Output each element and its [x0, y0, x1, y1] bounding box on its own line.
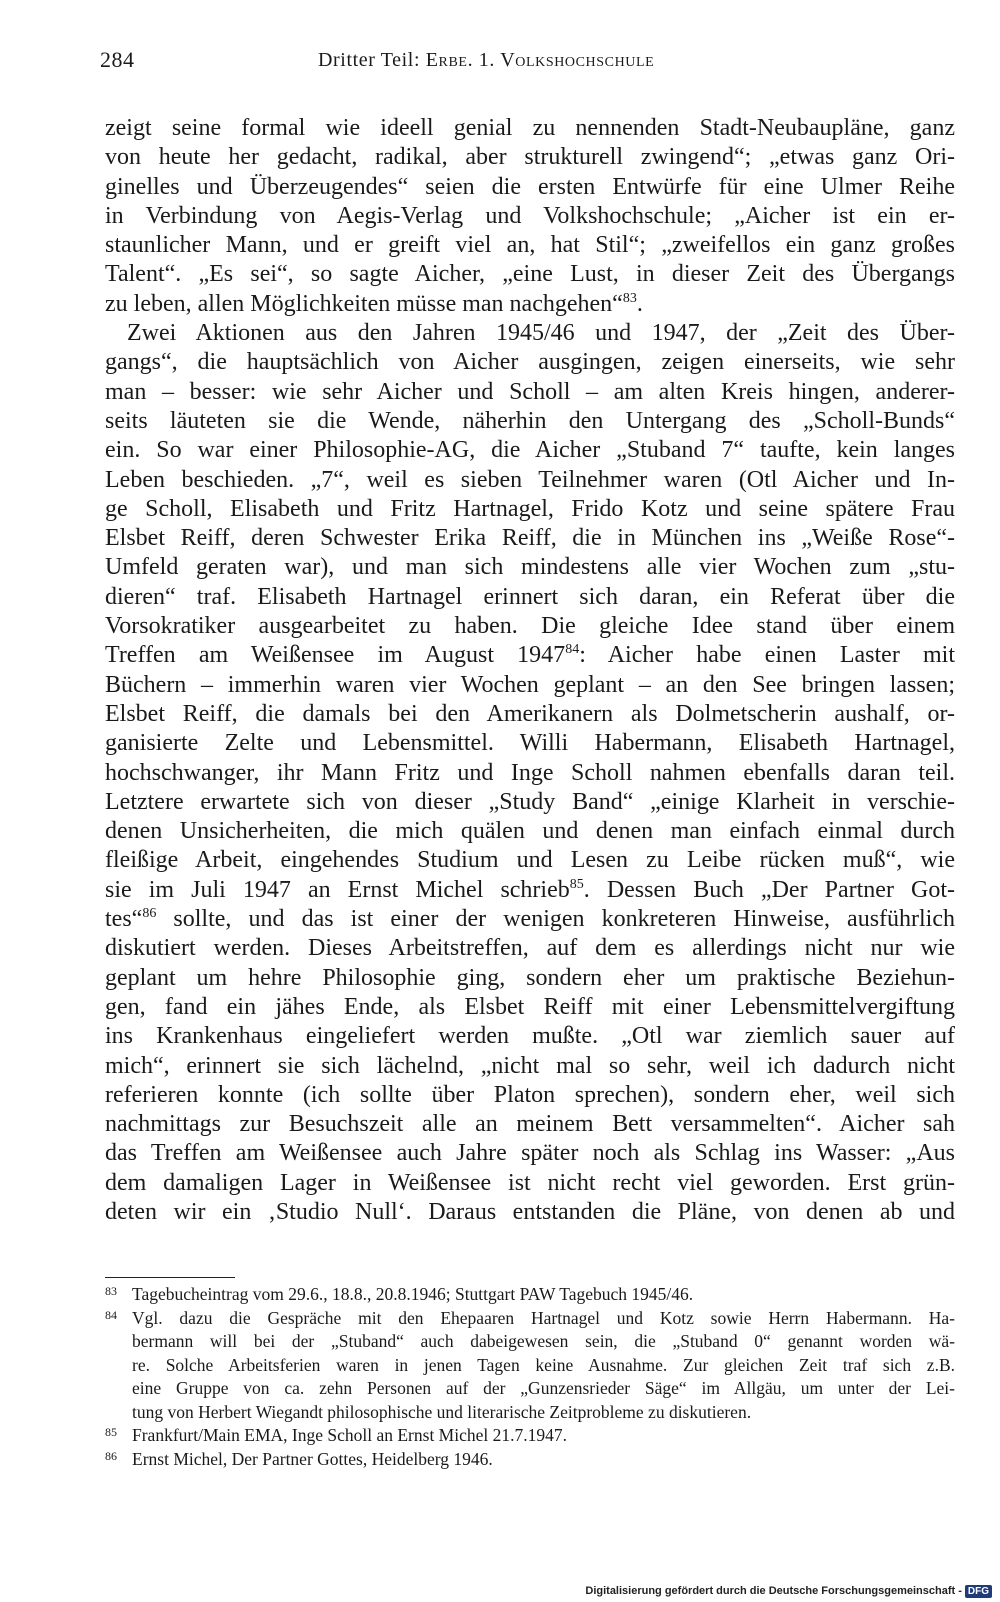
text-line: denen Unsicherheiten, die mich quälen und denen man einfach einmal durch: [105, 818, 955, 845]
text-line: zeigt seine formal wie ideell genial zu nennenden Stadt-Neubaupläne, ganz: [105, 115, 955, 141]
text-line: Büchern – immerhin waren vier Wochen geplant – an den See bringen lassen;: [105, 671, 955, 698]
footnote-number: 84: [105, 1307, 117, 1322]
footnote-83: [105, 1283, 955, 1307]
footnote-ref: 83: [622, 290, 637, 306]
running-head: [318, 49, 654, 72]
text-line: ein. So war einer Philosophie-AG, die Aicher „Stuband 7“ taufte, kein langes: [105, 437, 955, 464]
footnote-ref: 84: [565, 642, 580, 658]
footnote-84-continued: bermann will bei der „Stuband“ auch dabeigewesen sein, die „Stuband 0“ genannt worden wä-: [132, 1331, 955, 1351]
text-segment: zu leben, allen Möglichkeiten müsse man nachgehen“: [105, 290, 623, 317]
footnote-number: 85: [105, 1425, 117, 1439]
text-segment: : Aicher habe einen Laster mit: [579, 642, 955, 669]
text-line: geplant um hehre Philosophie ging, sondern eher um praktische Beziehun-: [105, 964, 955, 991]
text-line: [105, 641, 955, 670]
text-line: Vorsokratiker ausgearbeitet zu haben. Die gleiche Idee stand über einem: [105, 613, 955, 640]
footnote-text: Frankfurt/Main EMA, Inge Scholl an Ernst Michel 21.7.1947.: [132, 1425, 568, 1445]
footnote-number: 86: [105, 1448, 117, 1463]
text-line: Leben beschieden. „7“, weil es sieben Teilnehmer waren (Otl Aicher und In-: [105, 466, 955, 493]
footnote-84-continued: eine Gruppe von ca. zehn Personen auf der „Gunzensrieder Säge“ im Allgäu, um unter der Lei-: [132, 1378, 955, 1398]
text-line: man – besser: wie sehr Aicher und Scholl – am alten Kreis hingen, anderer-: [105, 378, 955, 405]
text-line: in Verbindung von Aegis-Verlag und Volkshochschule; „Aicher ist ein er-: [105, 202, 955, 229]
footnotes: [105, 1283, 955, 1471]
text-line: Elsbet Reiff, deren Schwester Erika Reiff, die in München ins „Weiße Rose“-: [105, 525, 955, 552]
text-line: von heute her gedacht, radikal, aber strukturell zwingend“; „etwas ganz Ori-: [105, 144, 955, 171]
text-line: nachmittags zur Besuchszeit alle an meinem Bett versammelten“. Aicher sah: [105, 1111, 955, 1138]
footnote-ref: 86: [142, 906, 157, 922]
text-line: [105, 905, 955, 934]
text-line: ins Krankenhaus eingeliefert werden mußte. „Otl war ziemlich sauer auf: [105, 1023, 955, 1050]
text-line: seits läuteten sie die Wende, näherhin den Untergang des „Scholl-Bunds“: [105, 407, 955, 434]
footnote-84-continued: re. Solche Arbeitsferien waren in jenen Tagen keine Ausnahme. Zur gleichen Zeit traf sich z.B.: [132, 1354, 955, 1375]
punctuation: .: [636, 290, 643, 317]
text-line: Zwei Aktionen aus den Jahren 1945/46 und 1947, der „Zeit des Über-: [127, 320, 955, 347]
footnote-text: Tagebucheintrag vom 29.6., 18.8., 20.8.1946; Stuttgart PAW Tagebuch 1945/46.: [132, 1284, 694, 1304]
running-head-section: Erbe. 1. Volkshochschule: [425, 49, 655, 71]
footnote-ref: 85: [569, 876, 584, 892]
page-number: 284: [100, 47, 135, 72]
footnote-text: Ernst Michel, Der Partner Gottes, Heidelberg 1946.: [132, 1448, 493, 1469]
text-line: referieren konnte (ich sollte über Platon sprechen), sondern eher, weil sich: [105, 1081, 955, 1108]
text-line: [105, 290, 955, 319]
text-line: ganisierte Zelte und Lebensmittel. Willi Habermann, Elisabeth Hartnagel,: [105, 730, 955, 757]
body-text: [105, 114, 955, 1227]
text-segment: . Dessen Buch „Der Partner Got-: [583, 876, 955, 903]
text-line: gen, fand ein jähes Ende, als Elsbet Reiff mit einer Lebensmittelvergiftung: [105, 993, 955, 1020]
text-line: ginelles und Überzeugendes“ seien die ersten Entwürfe für eine Ulmer Reihe: [105, 173, 955, 200]
text-line: staunlicher Mann, und er greift viel an, hat Stil“; „zweifellos ein ganz großes: [105, 232, 955, 259]
running-head-part: Dritter Teil:: [318, 49, 426, 71]
text-line: Letztere erwartete sich von dieser „Study Band“ „einige Klarheit in verschie-: [105, 788, 955, 815]
text-line: dem damaligen Lager in Weißensee ist nicht recht viel geworden. Erst grün-: [105, 1169, 955, 1196]
footnote-84: [105, 1307, 955, 1331]
digitization-credit: [585, 1585, 992, 1598]
text-segment: Treffen am Weißensee im August 1947: [105, 642, 566, 669]
text-segment: sollte, und das ist einer der wenigen konkreteren Hinweise, ausführlich: [156, 906, 955, 933]
footnote-number: 83: [105, 1284, 117, 1298]
text-segment: sie im Juli 1947 an Ernst Michel schrieb: [105, 876, 570, 903]
text-line: deten wir ein ‚Studio Null‘. Daraus entstanden die Pläne, von denen ab und: [105, 1198, 955, 1225]
text-line: mich“, erinnert sie sich lächelnd, „nicht mal so sehr, weil ich dadurch nicht: [105, 1052, 955, 1079]
text-line: das Treffen am Weißensee auch Jahre später noch als Schlag ins Wasser: „Aus: [105, 1140, 955, 1167]
dfg-logo: DFG: [965, 1585, 992, 1598]
footnote-divider: [105, 1277, 235, 1278]
text-line: ge Scholl, Elisabeth und Fritz Hartnagel, Frido Kotz und seine spätere Frau: [105, 495, 955, 522]
text-line: Elsbet Reiff, die damals bei den Amerikanern als Dolmetscherin aushalf, or-: [105, 700, 955, 727]
text-line: [105, 876, 955, 905]
text-line: Talent“. „Es sei“, so sagte Aicher, „eine Lust, in dieser Zeit des Übergangs: [105, 261, 955, 288]
text-line: diskutiert werden. Dieses Arbeitstreffen, auf dem es allerdings nicht nur wie: [105, 935, 955, 962]
footnote-text: Vgl. dazu die Gespräche mit den Ehepaaren Hartnagel und Kotz sowie Herrn Habermann. Ha-: [132, 1307, 955, 1328]
footnote-85: [105, 1424, 955, 1448]
text-line: hochschwanger, ihr Mann Fritz und Inge Scholl nahmen ebenfalls daran teil.: [105, 759, 955, 786]
text-line: gangs“, die hauptsächlich von Aicher ausgingen, zeigen einerseits, wie sehr: [105, 349, 955, 376]
text-line: fleißige Arbeit, eingehendes Studium und Lesen zu Leibe rücken muß“, wie: [105, 847, 955, 874]
credit-text: Digitalisierung gefördert durch die Deutsche Forschungsgemeinschaft -: [585, 1585, 962, 1597]
footnote-86: [105, 1448, 955, 1472]
text-line: dieren“ traf. Elisabeth Hartnagel erinnert sich daran, ein Referat über die: [105, 583, 955, 610]
text-line: Umfeld geraten war), und man sich mindestens alle vier Wochen zum „stu-: [105, 554, 955, 581]
text-segment: tes“: [105, 906, 143, 933]
footnote-84-continued: tung von Herbert Wiegandt philosophische und literarische Zeitprobleme zu diskutieren.: [132, 1401, 752, 1422]
